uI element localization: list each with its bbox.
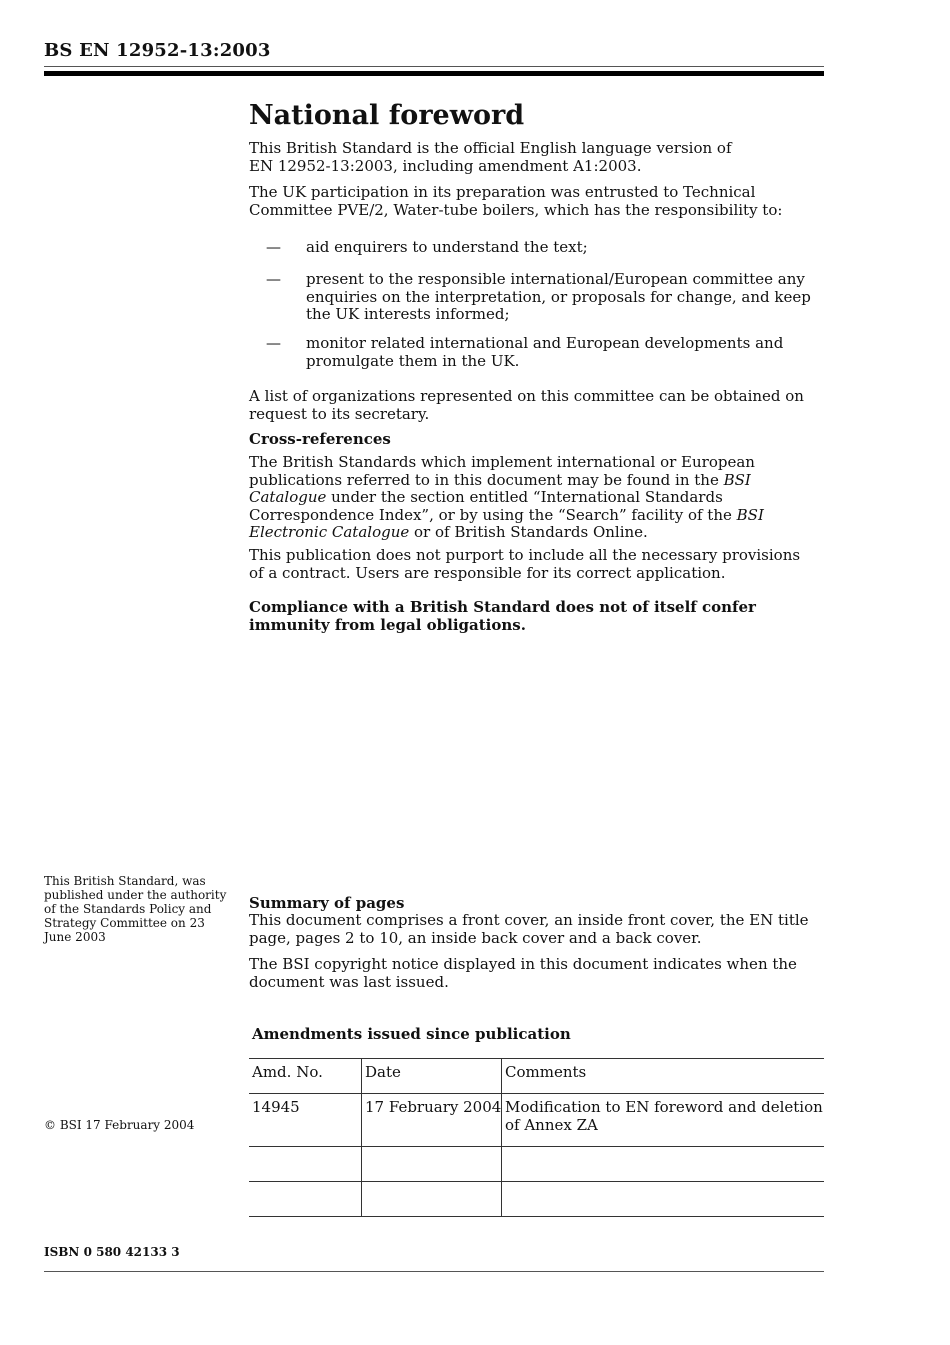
table-rule	[249, 1216, 824, 1217]
provisions-paragraph: This publication does not purport to include all the necessary provisions of a contract. Users are responsible for its correct application.	[249, 546, 801, 582]
table-column-divider	[501, 1058, 502, 1216]
participation-paragraph: The UK participation in its preparation was entrusted to Technical Committee PVE/2, Water-tube boilers, which has the responsibility to:	[249, 183, 783, 219]
table-cell-comments: Modification to EN foreword and deletion of Annex ZA	[505, 1098, 823, 1134]
amendments-heading: Amendments issued since publication	[252, 1025, 571, 1043]
table-column-divider	[361, 1058, 362, 1216]
table-rule	[249, 1093, 824, 1094]
intro-line-2: EN 12952-13:2003, including amendment A1:2003.	[249, 156, 642, 175]
bsi-electronic-catalogue-ref: BSI Electronic Catalogue	[249, 505, 764, 541]
bsi-catalogue-ref: BSI Catalogue	[249, 470, 751, 506]
bullet-text: aid enquirers to understand the text;	[306, 238, 588, 256]
page-title: National foreword	[249, 100, 525, 131]
footer-rule	[44, 1271, 824, 1272]
table-cell-amd-no: 14945	[252, 1098, 300, 1116]
bullet-dash: —	[266, 238, 281, 256]
table-rule	[249, 1146, 824, 1147]
intro-paragraph	[249, 140, 829, 175]
crossref-text-a: The British Standards which implement international or European publications referred to in this document may be found in the	[249, 453, 755, 489]
summary-heading: Summary of pages	[249, 894, 405, 912]
compliance-statement: Compliance with a British Standard does not of itself confer immunity from legal obligations.	[249, 598, 756, 634]
column-header-date: Date	[365, 1063, 401, 1081]
table-rule	[249, 1181, 824, 1182]
bullet-text: present to the responsible international/European committee any enquiries on the interpretation, or proposals for change, and keep the UK interests informed;	[306, 270, 811, 323]
bullet-dash: —	[266, 270, 281, 288]
column-header-amd-no: Amd. No.	[252, 1063, 323, 1081]
copyright-notice: © BSI 17 February 2004	[44, 1118, 195, 1132]
copyright-info-paragraph: The BSI copyright notice displayed in this document indicates when the document was last issued.	[249, 955, 797, 991]
table-rule	[249, 1058, 824, 1059]
column-header-comments: Comments	[505, 1063, 587, 1081]
header-thick-rule	[44, 71, 824, 76]
table-cell-date: 17 February 2004	[365, 1098, 502, 1116]
organizations-paragraph: A list of organizations represented on this committee can be obtained on request to its secretary.	[249, 387, 804, 423]
isbn: ISBN 0 580 42133 3	[44, 1245, 180, 1259]
crossref-text-c: under the section entitled “International Standards Correspondence Index”, or by using the “Search” facility of the	[249, 488, 737, 524]
publication-note: This British Standard, was published under the authority of the Standards Policy and Strategy Committee on 23 June 2003	[44, 874, 227, 944]
bullet-dash: —	[266, 334, 281, 352]
crossref-heading: Cross-references	[249, 430, 391, 448]
document-code: BS EN 12952-13:2003	[44, 40, 271, 61]
crossref-paragraph	[249, 454, 827, 542]
header-thin-rule	[44, 66, 824, 67]
bullet-text: monitor related international and European developments and promulgate them in the UK.	[306, 334, 784, 370]
intro-line-1: This British Standard is the official English language version of	[249, 139, 732, 157]
summary-paragraph: This document comprises a front cover, an inside front cover, the EN title page, pages 2 to 10, an inside back cover and a back cover.	[249, 911, 809, 947]
crossref-text-e: or of British Standards Online.	[409, 523, 648, 541]
